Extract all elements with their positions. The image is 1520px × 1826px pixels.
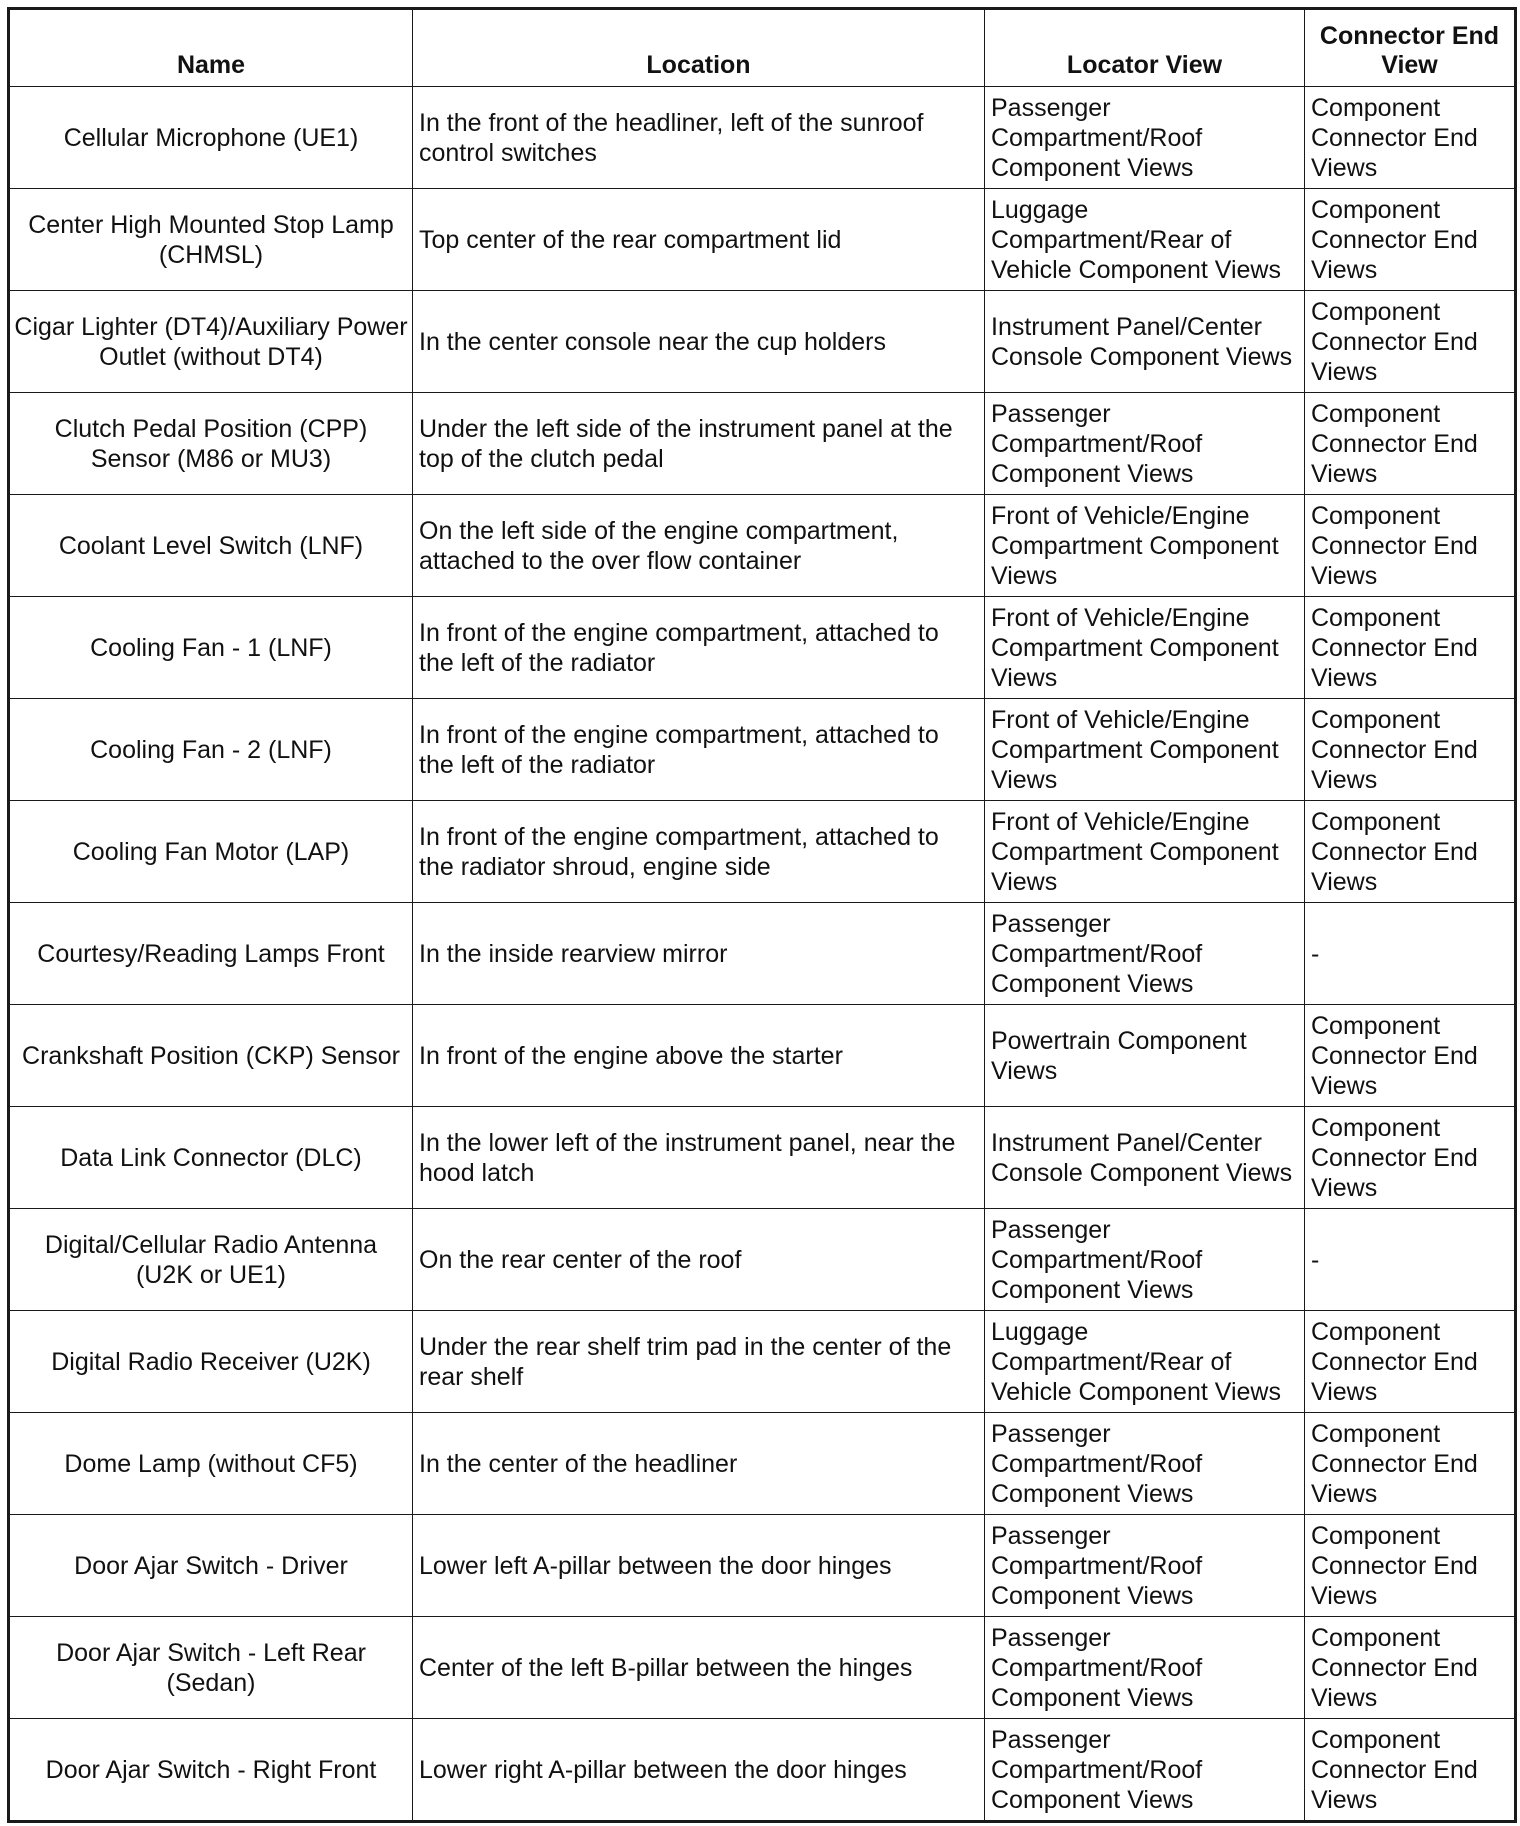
- locator-view-cell: Passenger Compartment/Roof Component Views: [985, 87, 1305, 189]
- table-row: [9, 495, 1516, 597]
- table-row: [9, 1515, 1516, 1617]
- header-name: Name: [9, 9, 413, 87]
- table-row: [9, 291, 1516, 393]
- location-cell: In the center of the headliner: [413, 1413, 985, 1515]
- location-cell: Top center of the rear compartment lid: [413, 189, 985, 291]
- locator-view-cell: Passenger Compartment/Roof Component Views: [985, 393, 1305, 495]
- locator-view-cell: Luggage Compartment/Rear of Vehicle Component Views: [985, 1311, 1305, 1413]
- connector-end-view-cell: Component Connector End Views: [1305, 1107, 1516, 1209]
- connector-end-view-cell: Component Connector End Views: [1305, 495, 1516, 597]
- header-location: Location: [413, 9, 985, 87]
- name-cell: Cooling Fan - 2 (LNF): [9, 699, 413, 801]
- location-cell: In the front of the headliner, left of the sunroof control switches: [413, 87, 985, 189]
- table-row: [9, 801, 1516, 903]
- location-cell: In the center console near the cup holders: [413, 291, 985, 393]
- connector-end-view-cell: Component Connector End Views: [1305, 393, 1516, 495]
- connector-end-view-cell: -: [1305, 1209, 1516, 1311]
- table-row: [9, 1413, 1516, 1515]
- location-cell: On the left side of the engine compartment, attached to the over flow container: [413, 495, 985, 597]
- location-cell: In front of the engine compartment, attached to the left of the radiator: [413, 699, 985, 801]
- connector-end-view-cell: Component Connector End Views: [1305, 597, 1516, 699]
- locator-view-cell: Passenger Compartment/Roof Component Views: [985, 1413, 1305, 1515]
- table-row: [9, 699, 1516, 801]
- table-row: [9, 1311, 1516, 1413]
- component-locator-table: [7, 7, 1517, 1823]
- connector-end-view-cell: Component Connector End Views: [1305, 87, 1516, 189]
- header-connector-end-view: Connector End View: [1305, 9, 1516, 87]
- name-cell: Cooling Fan Motor (LAP): [9, 801, 413, 903]
- name-cell: Digital/Cellular Radio Antenna (U2K or UE1): [9, 1209, 413, 1311]
- name-cell: Crankshaft Position (CKP) Sensor: [9, 1005, 413, 1107]
- location-cell: In the lower left of the instrument panel, near the hood latch: [413, 1107, 985, 1209]
- name-cell: Cellular Microphone (UE1): [9, 87, 413, 189]
- table-row: [9, 903, 1516, 1005]
- location-cell: Under the left side of the instrument panel at the top of the clutch pedal: [413, 393, 985, 495]
- connector-end-view-cell: Component Connector End Views: [1305, 291, 1516, 393]
- table-row: [9, 1005, 1516, 1107]
- name-cell: Courtesy/Reading Lamps Front: [9, 903, 413, 1005]
- name-cell: Door Ajar Switch - Left Rear (Sedan): [9, 1617, 413, 1719]
- name-cell: Dome Lamp (without CF5): [9, 1413, 413, 1515]
- name-cell: Clutch Pedal Position (CPP) Sensor (M86 or MU3): [9, 393, 413, 495]
- table-row: [9, 87, 1516, 189]
- locator-view-cell: Luggage Compartment/Rear of Vehicle Component Views: [985, 189, 1305, 291]
- locator-view-cell: Instrument Panel/Center Console Component Views: [985, 1107, 1305, 1209]
- table-row: [9, 393, 1516, 495]
- connector-end-view-cell: Component Connector End Views: [1305, 1719, 1516, 1822]
- locator-view-cell: Passenger Compartment/Roof Component Views: [985, 1719, 1305, 1822]
- connector-end-view-cell: -: [1305, 903, 1516, 1005]
- locator-view-cell: Passenger Compartment/Roof Component Views: [985, 1617, 1305, 1719]
- locator-view-cell: Instrument Panel/Center Console Component Views: [985, 291, 1305, 393]
- locator-view-cell: Passenger Compartment/Roof Component Views: [985, 1209, 1305, 1311]
- location-cell: In front of the engine above the starter: [413, 1005, 985, 1107]
- table-row: [9, 1617, 1516, 1719]
- connector-end-view-cell: Component Connector End Views: [1305, 1413, 1516, 1515]
- connector-end-view-cell: Component Connector End Views: [1305, 699, 1516, 801]
- locator-view-cell: Front of Vehicle/Engine Compartment Component Views: [985, 801, 1305, 903]
- name-cell: Center High Mounted Stop Lamp (CHMSL): [9, 189, 413, 291]
- location-cell: In front of the engine compartment, attached to the left of the radiator: [413, 597, 985, 699]
- table-row: [9, 1209, 1516, 1311]
- name-cell: Coolant Level Switch (LNF): [9, 495, 413, 597]
- connector-end-view-cell: Component Connector End Views: [1305, 189, 1516, 291]
- table-row: [9, 597, 1516, 699]
- locator-view-cell: Passenger Compartment/Roof Component Views: [985, 1515, 1305, 1617]
- locator-view-cell: Powertrain Component Views: [985, 1005, 1305, 1107]
- name-cell: Door Ajar Switch - Right Front: [9, 1719, 413, 1822]
- table-row: [9, 1107, 1516, 1209]
- name-cell: Digital Radio Receiver (U2K): [9, 1311, 413, 1413]
- table-row: [9, 1719, 1516, 1822]
- connector-end-view-cell: Component Connector End Views: [1305, 801, 1516, 903]
- location-cell: Under the rear shelf trim pad in the center of the rear shelf: [413, 1311, 985, 1413]
- connector-end-view-cell: Component Connector End Views: [1305, 1005, 1516, 1107]
- location-cell: In front of the engine compartment, attached to the radiator shroud, engine side: [413, 801, 985, 903]
- location-cell: Lower right A-pillar between the door hinges: [413, 1719, 985, 1822]
- name-cell: Cigar Lighter (DT4)/Auxiliary Power Outlet (without DT4): [9, 291, 413, 393]
- location-cell: In the inside rearview mirror: [413, 903, 985, 1005]
- name-cell: Cooling Fan - 1 (LNF): [9, 597, 413, 699]
- location-cell: Lower left A-pillar between the door hinges: [413, 1515, 985, 1617]
- name-cell: Door Ajar Switch - Driver: [9, 1515, 413, 1617]
- location-cell: Center of the left B-pillar between the hinges: [413, 1617, 985, 1719]
- table-header-row: [9, 9, 1516, 87]
- header-locator-view: Locator View: [985, 9, 1305, 87]
- locator-view-cell: Front of Vehicle/Engine Compartment Component Views: [985, 495, 1305, 597]
- locator-view-cell: Passenger Compartment/Roof Component Views: [985, 903, 1305, 1005]
- name-cell: Data Link Connector (DLC): [9, 1107, 413, 1209]
- table-row: [9, 189, 1516, 291]
- connector-end-view-cell: Component Connector End Views: [1305, 1617, 1516, 1719]
- connector-end-view-cell: Component Connector End Views: [1305, 1515, 1516, 1617]
- location-cell: On the rear center of the roof: [413, 1209, 985, 1311]
- locator-view-cell: Front of Vehicle/Engine Compartment Component Views: [985, 699, 1305, 801]
- connector-end-view-cell: Component Connector End Views: [1305, 1311, 1516, 1413]
- locator-view-cell: Front of Vehicle/Engine Compartment Component Views: [985, 597, 1305, 699]
